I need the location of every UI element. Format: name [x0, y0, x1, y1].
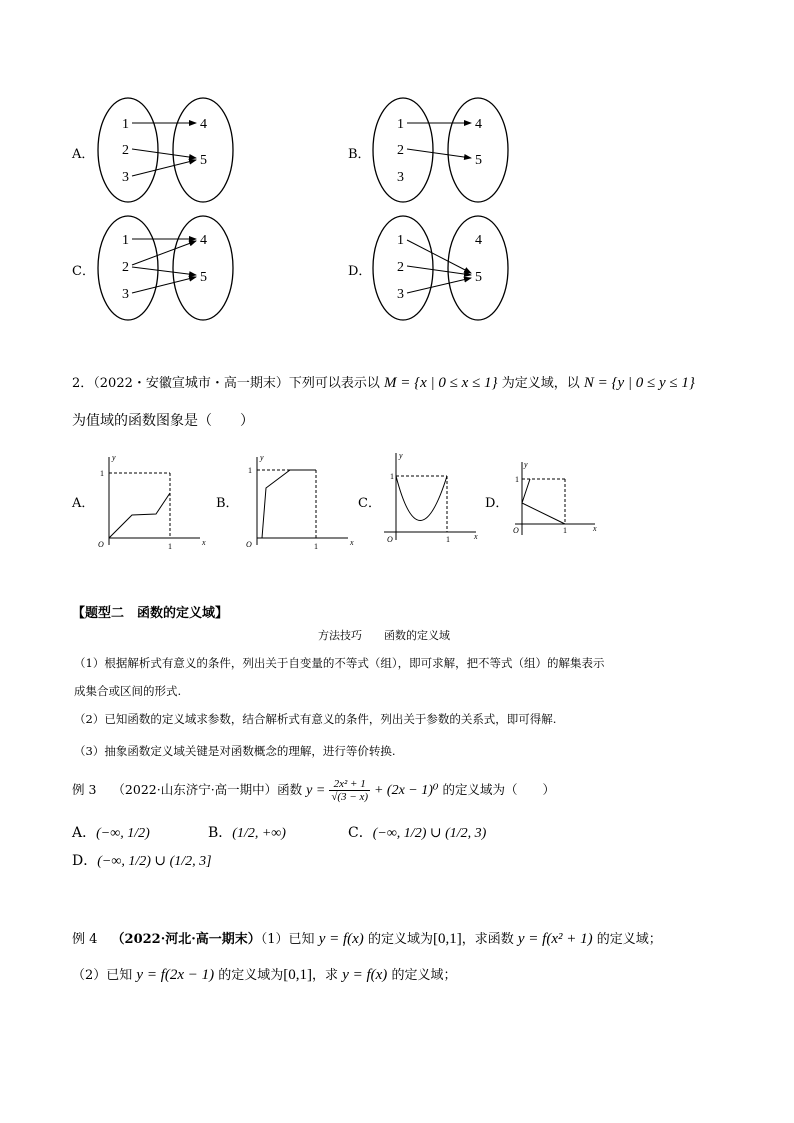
svg-text:y: y [524, 460, 528, 469]
svg-text:3: 3 [122, 287, 129, 302]
svg-text:1: 1 [563, 526, 567, 535]
tip-1a: （1）根据解析式有意义的条件，列出关于自变量的不等式（组），即可求解，把不等式（组）的解集表示 [74, 656, 605, 670]
svg-text:1: 1 [390, 472, 394, 481]
svg-text:y: y [112, 453, 116, 462]
ex4-p1-d: [0,1] [432, 931, 462, 947]
svg-text:2: 2 [122, 143, 129, 158]
ex4-line1 [72, 928, 662, 948]
tip-3: （3）抽象函数定义域关键是对函数概念的理解，进行等价转换. [74, 744, 396, 758]
svg-text:3: 3 [122, 170, 129, 185]
svg-text:O: O [513, 526, 519, 535]
ex4-source: （2022·河北·高一期末） [111, 932, 261, 947]
q2-text-a: 下列可以表示以 [288, 376, 380, 391]
q1-option-b-label[interactable]: B． [348, 147, 371, 162]
svg-text:x: x [202, 538, 206, 547]
svg-text:4: 4 [475, 117, 482, 132]
svg-text:5: 5 [200, 270, 207, 285]
q2-stem-line2: 为值域的函数图象是（ ） [72, 413, 254, 429]
ex3-option-b-value: (1/2, +∞) [232, 826, 286, 841]
q1-option-c-label[interactable]: C． [72, 264, 95, 279]
diagram-b [373, 98, 508, 202]
ex3-source: （2022·山东济宁·高一期中）函数 [112, 782, 303, 797]
ex3-option-d-label: D． [72, 853, 98, 869]
ex3-option-c-value: (−∞, 1/2) ∪ (1/2, 3) [372, 826, 487, 841]
q2-stem-line1 [72, 372, 695, 392]
svg-text:5: 5 [475, 270, 482, 285]
svg-text:1: 1 [122, 117, 129, 132]
svg-text:O: O [246, 540, 252, 549]
ex3-denominator: √(3 − x) [331, 791, 368, 803]
q2-graphs [60, 445, 620, 555]
svg-text:4: 4 [200, 117, 207, 132]
svg-text:1: 1 [314, 542, 318, 551]
svg-text:1: 1 [515, 475, 519, 484]
svg-text:4: 4 [200, 233, 207, 248]
svg-text:x: x [350, 538, 354, 547]
ex4-p2-d: [0,1] [283, 967, 313, 983]
q2-option-c-label[interactable]: C． [358, 496, 381, 511]
ex3-option-d[interactable] [72, 850, 212, 870]
diagram-a [98, 98, 233, 202]
svg-text:3: 3 [397, 287, 404, 302]
q2-option-d-label[interactable]: D． [485, 496, 509, 511]
method-title: 方法技巧 函数的定义域 [318, 629, 450, 642]
ex3-fraction [329, 778, 370, 803]
graph-d [513, 460, 597, 535]
ex4-p2-e: 的定义域； [391, 968, 457, 983]
svg-text:x: x [474, 532, 478, 541]
svg-text:3: 3 [397, 170, 404, 185]
q1-option-a-label[interactable]: A． [72, 147, 95, 162]
ex3-option-a-value: (−∞, 1/2) [96, 826, 150, 841]
svg-text:4: 4 [475, 233, 482, 248]
ex3-option-c[interactable] [348, 822, 486, 842]
q1-diagrams [60, 90, 540, 330]
svg-text:1: 1 [100, 469, 104, 478]
svg-text:1: 1 [248, 466, 252, 475]
svg-text:2: 2 [397, 260, 404, 275]
q2-option-b-label[interactable]: B． [216, 496, 239, 511]
svg-text:O: O [98, 540, 104, 549]
ex4-label: 例 4 [72, 932, 98, 947]
tip-1b: 成集合或区间的形式. [74, 684, 182, 698]
ex4-p1-b: 的定义域为 [367, 932, 433, 947]
ex3-option-b[interactable] [208, 822, 286, 842]
graph-c [384, 451, 478, 544]
svg-text:2: 2 [397, 143, 404, 158]
q2-source: （2022・安徽宣城市・高一期末） [93, 376, 289, 391]
q2-option-a-label[interactable]: A． [72, 496, 95, 511]
ex3-numerator: 2x² + 1 [329, 778, 370, 791]
svg-text:1: 1 [397, 233, 404, 248]
diagram-c [98, 216, 233, 320]
svg-text:x: x [593, 524, 597, 533]
svg-text:1: 1 [168, 542, 172, 551]
q2-text-b: 为定义域，以 [501, 376, 580, 391]
ex3-label: 例 3 [72, 782, 97, 797]
ex3-option-c-label: C． [348, 825, 373, 841]
tip-2: （2）已知函数的定义域求参数，结合解析式有意义的条件，列出关于参数的关系式，即可得解. [74, 712, 557, 726]
svg-text:1: 1 [446, 535, 450, 544]
diagram-d [373, 216, 508, 320]
ex4-p1-f: y = f(x) [318, 931, 364, 947]
svg-text:1: 1 [122, 233, 129, 248]
svg-text:5: 5 [200, 153, 207, 168]
q2-set-n: N = {y | 0 ≤ y ≤ 1} [583, 375, 695, 391]
svg-text:y: y [399, 451, 403, 460]
svg-text:5: 5 [475, 153, 482, 168]
graph-a [98, 453, 206, 551]
graph-b [246, 453, 354, 551]
svg-text:O: O [387, 535, 393, 544]
ex4-p2-b: 的定义域为 [218, 968, 284, 983]
ex4-line2 [72, 964, 456, 984]
svg-text:y: y [260, 453, 264, 462]
ex3-option-a[interactable] [72, 822, 150, 842]
section2-heading: 【题型二 函数的定义域】 [72, 606, 229, 621]
ex4-p2-f: y = f(2x − 1) [136, 967, 215, 983]
ex4-p1-g: y = f(x² + 1) [517, 931, 593, 947]
q2-number: 2． [72, 376, 94, 391]
svg-text:2: 2 [122, 260, 129, 275]
ex4-p1-e: 的定义域； [596, 932, 662, 947]
ex3-option-d-value: (−∞, 1/2) ∪ (1/2, 3] [97, 854, 212, 869]
ex3-stem [72, 778, 555, 803]
ex3-tail: 的定义域为（ ） [442, 782, 556, 797]
ex4-p1-c: ，求函数 [461, 932, 514, 947]
ex3-plus-term: + (2x − 1)⁰ [373, 783, 439, 798]
ex3-option-b-label: B． [208, 825, 233, 841]
ex4-p2-g: y = f(x) [342, 967, 388, 983]
ex3-y-eq: y = [306, 783, 326, 798]
ex4-p2-c: ，求 [312, 968, 339, 983]
ex4-p2-a: （2）已知 [72, 968, 133, 983]
ex3-option-a-label: A． [72, 825, 97, 841]
q1-option-d-label[interactable]: D． [348, 264, 372, 279]
q2-set-m: M = {x | 0 ≤ x ≤ 1} [384, 375, 498, 391]
ex4-p1-a: （1）已知 [260, 932, 315, 947]
svg-text:1: 1 [397, 117, 404, 132]
